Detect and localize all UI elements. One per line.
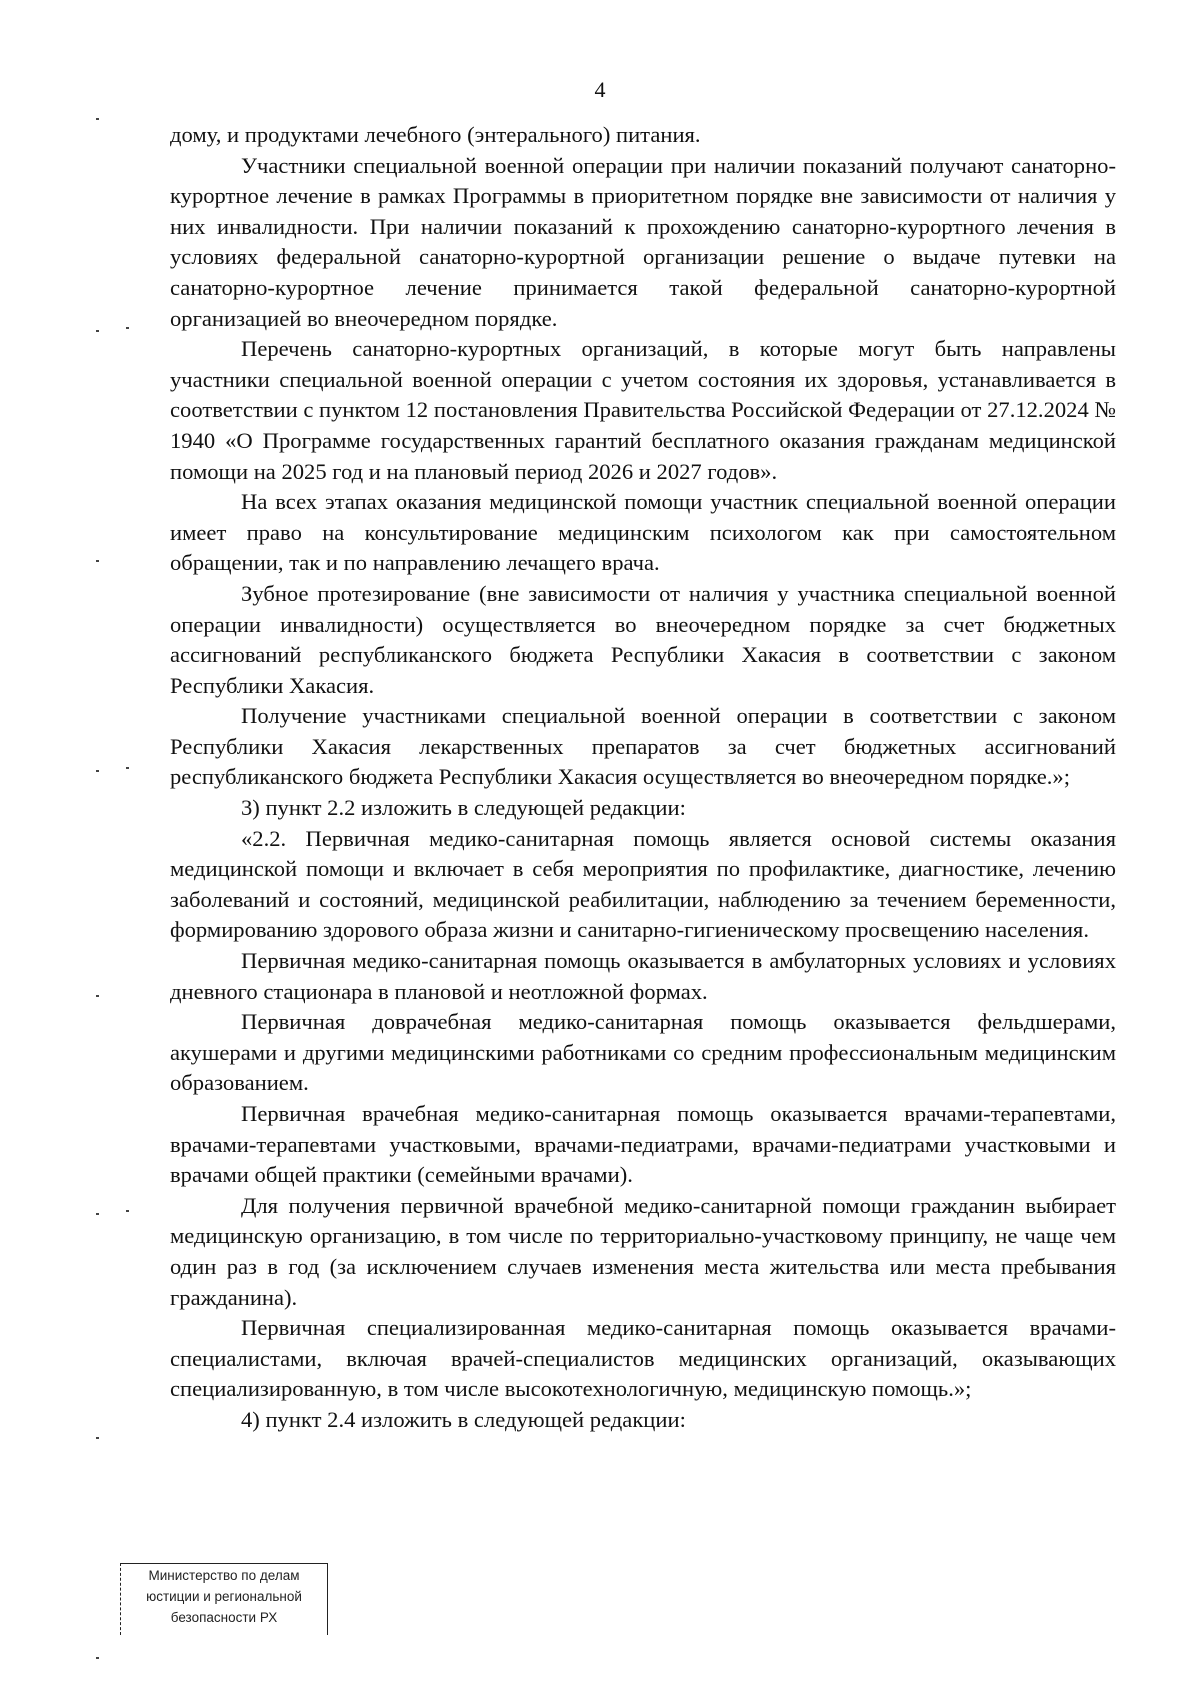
paragraph: Зубное протезирование (вне зависимости от наличия у участника специальной военной операции инвалидности) осуществляется во внеочередном порядке за счет бюджетных ассигнований республиканского бюджета Республики Хакасия в соответствии с законом Республики Хакасия. — [170, 580, 1116, 698]
margin-mark — [96, 995, 99, 997]
paragraph: Для получения первичной врачебной медико-санитарной помощи гражданин выбирает медицинскую организацию, в том числе по территориально-участковому принципу, не чаще чем один раз в год (за исключением случаев изменения места жительства или места пребывания гражданина). — [170, 1192, 1116, 1310]
paragraph-item: 3) пункт 2.2 изложить в следующей редакции: — [241, 795, 686, 821]
margin-mark — [96, 560, 99, 562]
paragraph: На всех этапах оказания медицинской помощи участник специальной военной операции имеет право на консультирование медицинским психологом как при самостоятельном обращении, так и по направлению лечащего врача. — [170, 489, 1116, 576]
paragraph: Участники специальной военной операции при наличии показаний получают санаторно-курортное лечение в рамках Программы в приоритетном порядке вне зависимости от наличия у них инвалидности. При наличии показаний к прохождению санаторно-курортного лечения в условиях федеральной санаторно-курортной организации решение о выдаче путевки на санаторно-курортное лечение принимается такой федеральной санаторно-курортной организацией во внеочередном порядке. — [170, 152, 1116, 331]
stamp-line: безопасности РХ — [170, 1610, 278, 1625]
paragraph: Получение участниками специальной военной операции в соответствии с законом Республики Хакасия лекарственных препаратов за счет бюджетных ассигнований республиканского бюджета Республики Хакасия осуществляется во внеочередном порядке.»; — [170, 703, 1116, 790]
paragraph: «2.2. Первичная медико-санитарная помощь является основой системы оказания медицинской помощи и включает в себя мероприятия по профилактике, диагностике, лечению заболеваний и состояний, медицинской реабилитации, наблюдению за течением беременности, формированию здорового образа жизни и санитарно-гигиеническому просвещению населения. — [170, 825, 1116, 943]
paragraph: Первичная врачебная медико-санитарная помощь оказывается врачами-терапевтами, врачами-терапевтами участковыми, врачами-педиатрами, врачами-педиатрами участковыми и врачами общей практики (семейными врачами). — [170, 1101, 1116, 1188]
paragraph: Первичная специализированная медико-санитарная помощь оказывается врачами-специалистами, включая врачей-специалистов медицинских организаций, оказывающих специализированную, в том числе высокотехнологичную, медицинскую помощь.»; — [170, 1315, 1116, 1402]
stamp-line: Министерство по делам — [148, 1568, 300, 1583]
registration-stamp — [120, 1563, 328, 1635]
paragraph-item: 4) пункт 2.4 изложить в следующей редакции: — [241, 1406, 686, 1432]
page-number: 4 — [594, 77, 606, 102]
margin-mark — [96, 770, 99, 772]
margin-mark — [96, 1657, 99, 1659]
margin-mark — [126, 767, 129, 769]
paragraph-continuation: дому, и продуктами лечебного (энтерального) питания. — [170, 122, 701, 147]
margin-mark — [126, 327, 129, 329]
paragraph: Первичная доврачебная медико-санитарная помощь оказывается фельдшерами, акушерами и другими медицинскими работниками со средним профессиональным медицинским образованием. — [170, 1009, 1116, 1096]
stamp-line: юстиции и региональной — [146, 1589, 302, 1604]
margin-mark — [96, 330, 99, 332]
paragraph: Первичная медико-санитарная помощь оказывается в амбулаторных условиях и условиях дневного стационара в плановой и неотложной формах. — [170, 948, 1116, 1004]
paragraph: Перечень санаторно-курортных организаций, в которые могут быть направлены участники специальной военной операции с учетом состояния их здоровья, устанавливается в соответствии с пунктом 12 постановления Правительства Российской Федерации от 27.12.2024 № 1940 «О Программе государственных гарантий бесплатного оказания гражданам медицинской помощи на 2025 год и на плановый период 2026 и 2027 годов». — [170, 336, 1116, 484]
margin-mark — [126, 1210, 129, 1212]
margin-mark — [96, 1437, 99, 1439]
margin-mark — [96, 118, 99, 120]
margin-mark — [96, 1213, 99, 1215]
document-body — [170, 120, 1116, 1436]
